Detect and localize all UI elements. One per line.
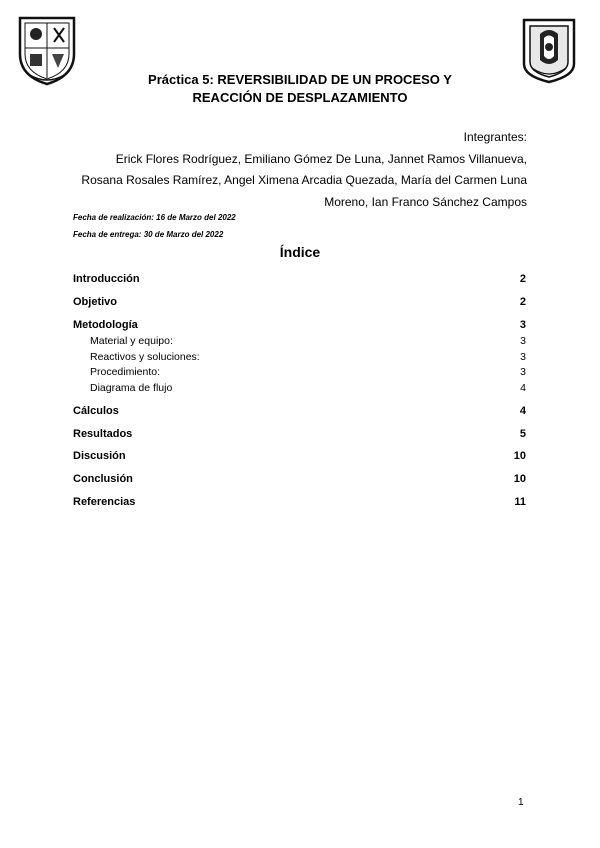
toc-entry-label: Metodología — [73, 319, 138, 331]
university-emblem-left — [14, 14, 80, 86]
toc-subentry-material[interactable] — [90, 334, 526, 348]
toc-entry-page: 4 — [520, 382, 526, 394]
toc-entry-page: 3 — [520, 335, 526, 347]
toc-entry-calculos[interactable] — [73, 404, 526, 418]
toc-entry-label: Referencias — [73, 496, 136, 508]
members-block — [47, 127, 527, 213]
faculty-emblem-right — [518, 16, 580, 84]
toc-entry-label: Conclusión — [73, 473, 133, 485]
page-number: 1 — [518, 797, 524, 808]
title-line-1: Práctica 5: REVERSIBILIDAD DE UN PROCESO Y — [148, 72, 452, 87]
toc-entry-metodologia[interactable] — [73, 318, 526, 332]
toc-entry-page: 2 — [519, 273, 526, 285]
toc-entry-label: Introducción — [73, 273, 140, 285]
toc-entry-page: 11 — [514, 496, 526, 508]
toc-entry-label: Material y equipo: — [90, 335, 173, 347]
toc-entry-page: 10 — [513, 450, 526, 462]
members-line: Erick Flores Rodríguez, Emiliano Gómez De Luna, Jannet Ramos Villanueva, — [115, 151, 527, 166]
toc-entry-objetivo[interactable] — [73, 295, 526, 309]
toc-entry-resultados[interactable] — [73, 427, 526, 441]
toc-subentry-procedimiento[interactable] — [90, 365, 526, 379]
toc-entry-label: Resultados — [73, 428, 133, 440]
toc-heading: Índice — [279, 244, 321, 260]
toc-entry-introduccion[interactable] — [73, 272, 526, 286]
toc-entry-label: Reactivos y soluciones: — [90, 351, 200, 363]
toc-entry-page: 4 — [519, 405, 526, 417]
toc-subentry-diagrama[interactable] — [90, 381, 526, 395]
date-entrega: Fecha de entrega: 30 de Marzo del 2022 — [73, 230, 224, 239]
title-line-2: REACCIÓN DE DESPLAZAMIENTO — [192, 90, 408, 105]
toc-entry-page: 3 — [520, 351, 526, 363]
toc-entry-page: 2 — [519, 296, 526, 308]
toc-entry-conclusion[interactable] — [73, 472, 526, 486]
toc-entry-page: 3 — [520, 366, 526, 378]
toc-entry-page: 5 — [519, 428, 526, 440]
members-line: Rosana Rosales Ramírez, Angel Ximena Arcadia Quezada, María del Carmen Luna — [81, 173, 527, 187]
members-label: Integrantes: — [463, 130, 527, 144]
toc-entry-label: Procedimiento: — [90, 366, 161, 378]
toc-entry-discusion[interactable] — [73, 449, 526, 463]
toc-subentry-reactivos[interactable] — [90, 350, 526, 364]
date-realizacion: Fecha de realización: 16 de Marzo del 2022 — [73, 213, 236, 222]
toc-entry-label: Discusión — [73, 450, 126, 462]
document-title — [100, 71, 500, 107]
toc-entry-label: Cálculos — [73, 405, 119, 417]
toc-entry-page: 10 — [513, 473, 526, 485]
members-line: Moreno, Ian Franco Sánchez Campos — [324, 194, 527, 209]
toc-entry-referencias[interactable] — [73, 495, 526, 509]
toc-entry-label: Objetivo — [73, 296, 118, 308]
toc-entry-label: Diagrama de flujo — [90, 382, 173, 394]
toc-entry-page: 3 — [519, 319, 526, 331]
dates-block — [73, 212, 236, 246]
